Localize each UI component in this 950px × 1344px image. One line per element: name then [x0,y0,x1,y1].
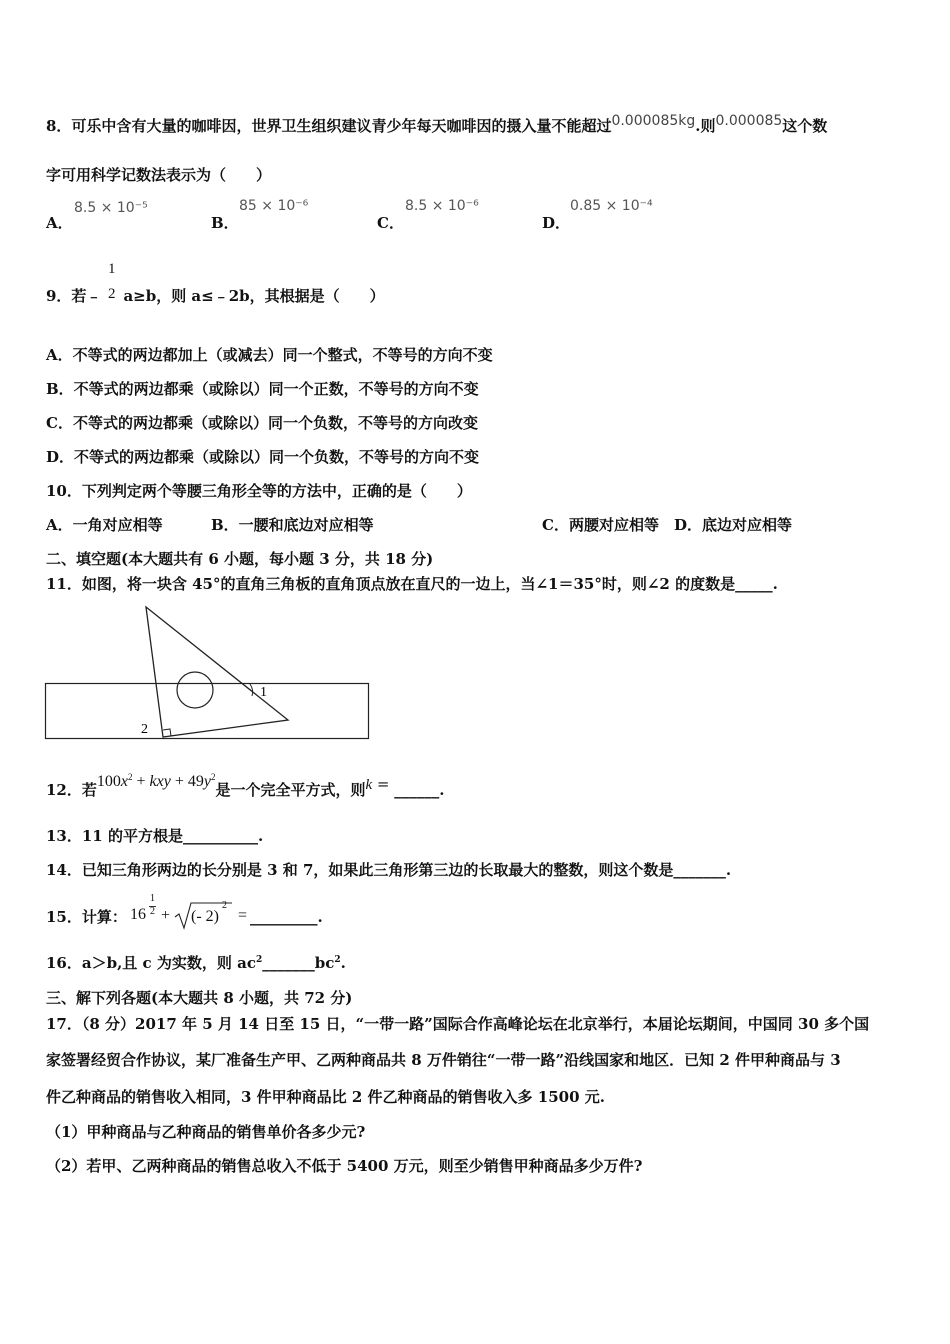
question-8-line-1 [46,113,828,137]
question-13: 13．11 的平方根是__________. [46,827,264,845]
option-value: 85 × 10⁻⁶ [239,198,309,214]
question-15-prefix: 15．计算： [46,908,127,926]
question-8-text: 8．可乐中含有大量的咖啡因，世界卫生组织建议青少年每天咖啡因的摄入量不能超过 [46,117,612,135]
superscript: 2 [255,955,263,965]
option-value: 8.5 × 10⁻⁶ [405,198,479,214]
power-base: 16 [130,906,146,923]
question-17-sub-2: （2）若甲、乙两种商品的销售总收入不低于 5400 万元，则至少销售甲种商品多少万件? [46,1157,643,1175]
question-10-option-a: A．一角对应相等 [46,516,163,534]
right-angle-mark [163,729,171,736]
question-16-part: . [340,954,346,972]
question-9-option-c: C．不等式的两边都乘（或除以）同一个负数，不等号的方向改变 [46,414,478,432]
equals-sign: = [372,775,395,793]
expr-part: x [120,773,128,790]
exponent-numerator: 1 [150,893,155,904]
question-17-sub-1: （1）甲种商品与乙种商品的销售单价各多少元? [46,1123,366,1141]
question-9-prefix: 9．若﹣ [46,287,102,305]
exponent-denominator: 2 [150,906,155,917]
radicand-exponent: 2 [222,900,227,911]
variable-k: k [365,777,373,793]
option-value: 8.5 × 10⁻⁵ [74,200,148,216]
radicand: (- 2) [191,908,219,925]
ruler [46,684,369,739]
question-17-line-1: 17．（8 分）2017 年 5 月 14 日至 15 日，“一带一路”国际合作高峰论坛在北京举行，本届论坛期间，中国同 30 多个国 [46,1015,870,1033]
fraction-denominator: 2 [108,286,116,302]
set-square-triangle [146,607,288,737]
question-16 [46,953,346,973]
question-10-option-b: B．一腰和底边对应相等 [211,516,374,534]
angle-1-label: 1 [260,685,267,700]
question-12-prefix: 12．若 [46,781,97,799]
answer-blank: _________. [250,908,323,926]
question-10-stem: 10．下列判定两个等腰三角形全等的方法中，正确的是（ ） [46,482,472,500]
question-17-line-2: 家签署经贸合作协议，某厂准备生产甲、乙两种商品共 8 万件销往“一带一路”沿线国家和地区．已知 2 件甲种商品与 3 [46,1051,841,1069]
option-value: 0.85 × 10⁻⁴ [570,198,653,214]
question-12-middle: 是一个完全平方式，则 [215,781,366,799]
ruler-triangle-figure [40,600,380,745]
question-16-part: 16．a＞b,且 c 为实数，则 ac [46,954,256,972]
option-label: D． [542,214,571,232]
expr-part: 2 [127,772,133,782]
question-9-stem [46,286,385,306]
angle-2-label: 2 [141,722,148,737]
value-image: 0.000085 [715,113,783,129]
question-12 [46,772,445,801]
question-9-option-d: D．不等式的两边都乘（或除以）同一个负数，不等号的方向不变 [46,448,480,466]
value-image: 0.000085kg [611,113,696,129]
question-11-stem: 11．如图，将一块含 45°的直角三角板的直角顶点放在直尺的一边上，当∠1＝35°时，则∠2 的度数是_____. [46,575,778,593]
question-9-suffix: a≥b，则 a≤﹣2b，其根据是（ ） [123,287,385,305]
question-8-text: .则 [695,117,716,135]
section-3-heading: 三、解下列各题(本大题共 8 小题，共 72 分) [46,989,353,1007]
question-9-option-b: B．不等式的两边都乘（或除以）同一个正数，不等号的方向不变 [46,380,479,398]
answer-blank: ______. [394,781,445,799]
expr-part: 2 [210,772,216,782]
expr-part: kxy [149,773,171,790]
question-17-line-3: 件乙种商品的销售收入相同，3 件甲种商品比 2 件乙种商品的销售收入多 1500 元. [46,1088,605,1106]
option-label: C． [377,214,404,232]
expr-part: y [203,773,211,790]
question-8-text: 这个数 [782,117,828,135]
question-9-option-a: A．不等式的两边都加上（或减去）同一个整式，不等号的方向不变 [46,346,493,364]
plus-sign: + [161,907,171,924]
expr-part: + [132,773,150,790]
fraction-numerator: 1 [108,261,116,277]
section-2-heading: 二、填空题(本大题共有 6 小题，每小题 3 分，共 18 分) [46,550,434,568]
option-label: B． [211,214,239,232]
set-square-hole [177,672,213,708]
equals-sign: = [238,907,248,924]
question-10-option-cd: C．两腰对应相等 D．底边对应相等 [542,516,792,534]
question-15 [46,907,127,927]
expr-part: + 49 [170,773,204,790]
question-8-line-2: 字可用科学记数法表示为（ ） [46,166,272,184]
question-14: 14．已知三角形两边的长分别是 3 和 7，如果此三角形第三边的长取最大的整数，则这个数是_______. [46,861,732,879]
option-label: A． [46,214,73,232]
superscript: 2 [334,955,341,965]
polynomial-expression [97,773,216,790]
expr-part: 100 [96,773,121,790]
question-16-part: _______bc [262,954,335,972]
